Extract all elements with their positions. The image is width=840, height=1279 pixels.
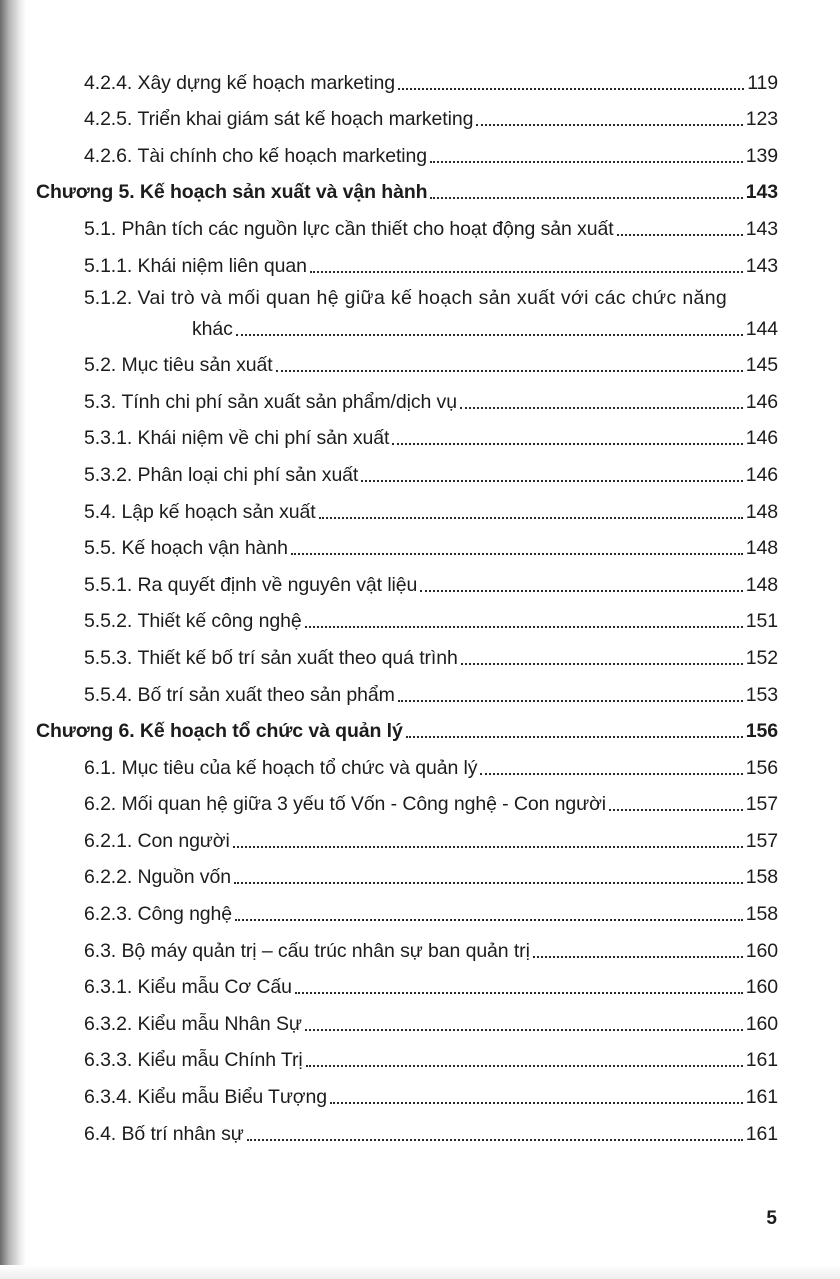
toc-entry-title: Mục tiêu sản xuất (121, 354, 273, 377)
toc-entry-number: 4.2.6. (84, 144, 133, 167)
toc-page-number: 146 (745, 390, 778, 413)
toc-page-number: 160 (745, 939, 778, 962)
toc-page-number: 161 (745, 1086, 778, 1109)
dot-leader (305, 626, 743, 628)
toc-entry-number: 6.3. (84, 939, 117, 962)
toc-entry-title: Nguồn vốn (137, 866, 231, 889)
toc-entry-title: Khái niệm liên quan (137, 254, 307, 277)
toc-entry-number: 6.2.3. (84, 903, 133, 926)
toc-entry-number: 5.3.2. (84, 463, 133, 486)
toc-chapter-entry (36, 707, 778, 744)
dot-leader (235, 919, 743, 921)
toc-entry-title: Thiết kế công nghệ (137, 610, 302, 633)
toc-entry (36, 1072, 778, 1109)
toc-entry-title: Lập kế hoạch sản xuất (121, 500, 316, 523)
toc-page-number: 143 (745, 254, 778, 277)
toc-entry-number: 5.5. (84, 537, 117, 560)
dot-leader (533, 956, 743, 958)
toc-entry-number: 5.4. (84, 500, 117, 523)
toc-entry-title: Ra quyết định về nguyên vật liệu (137, 573, 418, 596)
toc-page-number: 145 (745, 354, 778, 377)
dot-leader (461, 663, 743, 665)
toc-entry-number: 5.5.3. (84, 646, 133, 669)
dot-leader (420, 590, 742, 592)
toc-page-number: 144 (745, 317, 778, 340)
toc-entry-title: Kiểu mẫu Cơ Cấu (137, 976, 292, 999)
book-spine-shadow (0, 0, 26, 1279)
toc-entry (36, 524, 778, 561)
dot-leader (617, 234, 743, 236)
toc-page-number: 156 (745, 756, 778, 779)
toc-entry-number: 4.2.4. (84, 71, 133, 94)
toc-entry-number: 6.2.2. (84, 866, 133, 889)
toc-page-number: 146 (745, 427, 778, 450)
dot-leader (319, 517, 743, 519)
toc-page-number: 161 (745, 1049, 778, 1072)
toc-entry (36, 341, 778, 378)
toc-entry-title: Tính chi phí sản xuất sản phẩm/dịch vụ (121, 390, 457, 413)
toc-entry-number: 6.3.1. (84, 976, 133, 999)
toc-page-number: 156 (745, 720, 778, 743)
toc-entry-line (84, 311, 778, 341)
toc-entry (36, 450, 778, 487)
toc-entry-title: Bộ máy quản trị – cấu trúc nhân sự ban quản trị (121, 939, 530, 962)
toc-page-number: 139 (745, 144, 778, 167)
toc-entry-title: Mục tiêu của kế hoạch tổ chức và quản lý (121, 756, 478, 779)
toc-page-number: 160 (745, 976, 778, 999)
toc-entry (36, 926, 778, 963)
dot-leader (305, 1029, 743, 1031)
toc-entry-title: Bố trí sản xuất theo sản phẩm (137, 683, 395, 706)
toc-entry (36, 816, 778, 853)
toc-entry-number: 5.5.4. (84, 683, 133, 706)
toc-entry-number: 5.3. (84, 390, 117, 413)
toc-entry (36, 95, 778, 132)
dot-leader (247, 1139, 743, 1141)
toc-page-number: 160 (745, 1012, 778, 1035)
toc-entry-number: 4.2.5. (84, 108, 133, 131)
toc-entry-title: Xây dựng kế hoạch marketing (137, 71, 396, 94)
toc-page-number: 157 (745, 793, 778, 816)
page-number: 5 (766, 1208, 777, 1229)
toc-entry-number: 6.1. (84, 756, 117, 779)
toc-entry (36, 743, 778, 780)
toc-entry-number: 5.3.1. (84, 427, 133, 450)
toc-entry (36, 377, 778, 414)
toc-entry-title: Công nghệ (137, 903, 233, 926)
toc-entry-title: Con người (137, 829, 230, 852)
dot-leader (398, 700, 743, 702)
toc-entry (36, 131, 778, 168)
toc-entry (36, 853, 778, 890)
toc-entry-number: 6.2.1. (84, 829, 133, 852)
dot-leader (234, 882, 743, 884)
toc-page-number: 153 (745, 683, 778, 706)
dot-leader (609, 809, 743, 811)
dot-leader (480, 773, 742, 775)
toc-entry-number: 5.2. (84, 354, 117, 377)
dot-leader (398, 88, 744, 90)
toc-entry (36, 633, 778, 670)
toc-page-number: 146 (745, 463, 778, 486)
toc-entry (36, 670, 778, 707)
toc-entry-title: Kiểu mẫu Chính Trị (137, 1049, 303, 1072)
toc-page-number: 158 (745, 866, 778, 889)
toc-entry-number: 5.1.1. (84, 254, 133, 277)
dot-leader (361, 480, 743, 482)
toc-entry-number: 6.4. (84, 1122, 117, 1145)
toc-entry-title: Phân loại chi phí sản xuất (137, 463, 359, 486)
toc-page-number: 119 (747, 71, 778, 94)
toc-entry-number: 5.5.1. (84, 573, 133, 596)
toc-entry (36, 278, 778, 341)
toc-page-number: 161 (745, 1122, 778, 1145)
toc-entry (36, 999, 778, 1036)
toc-entry-title: Kiểu mẫu Biểu Tượng (137, 1086, 327, 1109)
dot-leader (306, 1065, 743, 1067)
toc-entry (36, 204, 778, 241)
dot-leader (310, 271, 743, 273)
toc-entry-title: Vai trò và mối quan hệ giữa kế hoạch sản xuất với các chức năng (137, 286, 728, 309)
toc-entry-title: Tài chính cho kế hoạch marketing (137, 144, 427, 167)
table-of-contents (36, 58, 778, 1146)
dot-leader (276, 370, 743, 372)
toc-entry-number: Chương 5. (36, 181, 135, 204)
toc-entry-title: Bố trí nhân sự (121, 1122, 244, 1145)
toc-entry-title: Kế hoạch tổ chức và quản lý (139, 720, 403, 743)
toc-page-number: 123 (745, 108, 778, 131)
dot-leader (295, 992, 743, 994)
toc-page-number: 158 (745, 903, 778, 926)
toc-entry-title: Mối quan hệ giữa 3 yếu tố Vốn - Công nghệ - Con người (121, 793, 607, 816)
toc-entry-number: 6.2. (84, 793, 117, 816)
toc-entry-number: Chương 6. (36, 720, 135, 743)
toc-chapter-entry (36, 168, 778, 205)
toc-entry-title: Phân tích các nguồn lực cần thiết cho hoạt động sản xuất (121, 217, 614, 240)
page-bottom-edge (0, 1265, 840, 1279)
toc-entry (36, 1109, 778, 1146)
dot-leader (330, 1102, 743, 1104)
toc-entry (36, 889, 778, 926)
toc-page-number: 143 (745, 181, 778, 204)
toc-page-number: 148 (745, 500, 778, 523)
toc-entry-line (84, 285, 778, 311)
toc-entry-number: 5.1.2. (84, 286, 133, 309)
dot-leader (392, 443, 742, 445)
toc-entry-title: Kế hoạch sản xuất và vận hành (139, 181, 428, 204)
toc-entry (36, 241, 778, 278)
toc-entry-number: 6.3.2. (84, 1012, 133, 1035)
toc-page-number: 148 (745, 573, 778, 596)
toc-entry-title: Thiết kế bố trí sản xuất theo quá trình (137, 646, 458, 669)
toc-entry-title: Kiểu mẫu Nhân Sự (137, 1012, 302, 1035)
toc-entry-title: Kế hoạch vận hành (121, 537, 288, 560)
dot-leader (460, 407, 743, 409)
toc-entry-title: khác (192, 317, 233, 340)
dot-leader (430, 197, 742, 199)
toc-entry (36, 780, 778, 817)
toc-entry (36, 963, 778, 1000)
toc-page-number: 151 (745, 610, 778, 633)
toc-page-number: 148 (745, 537, 778, 560)
toc-entry (36, 1036, 778, 1073)
toc-entry-title: Khái niệm về chi phí sản xuất (137, 427, 390, 450)
toc-entry-title: Triển khai giám sát kế hoạch marketing (137, 108, 474, 131)
toc-page-number: 157 (745, 829, 778, 852)
toc-page-number: 152 (745, 646, 778, 669)
dot-leader (233, 846, 743, 848)
dot-leader (476, 124, 742, 126)
dot-leader (236, 334, 743, 336)
toc-entry (36, 414, 778, 451)
toc-entry (36, 597, 778, 634)
toc-page-number: 143 (745, 217, 778, 240)
toc-entry (36, 560, 778, 597)
dot-leader (430, 161, 743, 163)
dot-leader (291, 553, 743, 555)
toc-entry (36, 58, 778, 95)
toc-entry-number: 5.5.2. (84, 610, 133, 633)
toc-entry-number: 6.3.3. (84, 1049, 133, 1072)
toc-entry-number: 5.1. (84, 217, 117, 240)
toc-entry-number: 6.3.4. (84, 1086, 133, 1109)
dot-leader (406, 736, 743, 738)
toc-entry (36, 487, 778, 524)
